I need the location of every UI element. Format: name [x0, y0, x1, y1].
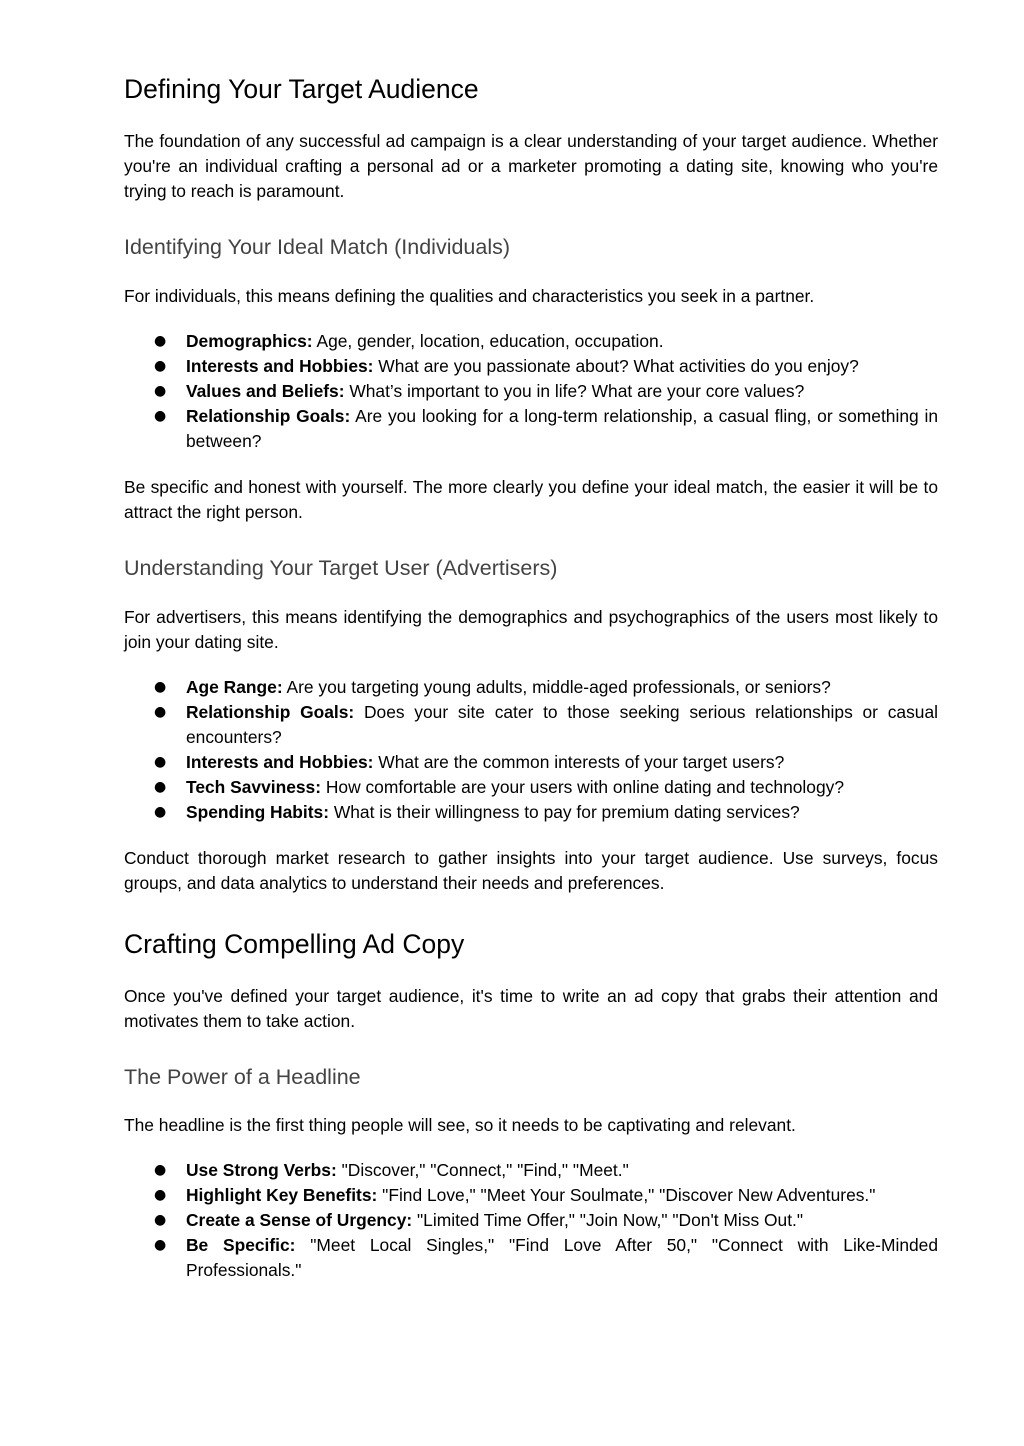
list-item-text: What is their willingness to pay for premium dating services?: [329, 802, 800, 822]
paragraph-advertisers: For advertisers, this means identifying the demographics and psychographics of the users most likely to join your dating site.: [124, 607, 938, 652]
heading-defining-target-audience: Defining Your Target Audience: [124, 74, 479, 104]
subheading-power-of-headline: The Power of a Headline: [124, 1065, 361, 1089]
list-item-text: Age, gender, location, education, occupation.: [312, 331, 664, 351]
list-item-text: What are the common interests of your target users?: [373, 752, 785, 772]
list-item-text: What’s important to you in life? What are your core values?: [344, 381, 805, 401]
list-item-text: "Discover," "Connect," "Find," "Meet.": [336, 1160, 629, 1180]
paragraph-be-specific: Be specific and honest with yourself. The more clearly you define your ideal match, the easier it will be to attract the right person.: [124, 477, 938, 522]
list-item-term: Spending Habits:: [186, 802, 329, 822]
list-item: [124, 1158, 938, 1183]
list-advertiser-criteria: [124, 675, 938, 825]
list-item-term: Values and Beliefs:: [186, 381, 345, 401]
subheading-ideal-match: Identifying Your Ideal Match (Individuals): [124, 235, 511, 259]
list-item: [124, 800, 938, 825]
list-item: [124, 1183, 938, 1208]
list-item-term: Relationship Goals:: [186, 406, 351, 426]
list-item-term: Create a Sense of Urgency:: [186, 1210, 413, 1230]
list-individual-qualities: [124, 329, 938, 454]
list-item-text: What are you passionate about? What activities do you enjoy?: [373, 356, 859, 376]
list-headline-tips: [124, 1158, 938, 1283]
list-item: [124, 329, 938, 354]
list-item: [124, 700, 938, 750]
list-item: [124, 1208, 938, 1233]
list-item: [124, 675, 938, 700]
subheading-target-user: Understanding Your Target User (Advertisers): [124, 556, 558, 580]
list-item-term: Highlight Key Benefits:: [186, 1185, 378, 1205]
paragraph-headline-intro: The headline is the first thing people will see, so it needs to be captivating and relevant.: [124, 1115, 796, 1135]
list-item: [124, 775, 938, 800]
list-item-term: Use Strong Verbs:: [186, 1160, 337, 1180]
paragraph-market-research: Conduct thorough market research to gather insights into your target audience. Use surveys, focus groups, and data analytics to understand their needs and preferences.: [124, 848, 938, 893]
list-item-term: Demographics:: [186, 331, 313, 351]
paragraph-ad-copy-intro: Once you've defined your target audience, it's time to write an ad copy that grabs their attention and motivates them to take action.: [124, 986, 938, 1031]
list-item: [124, 1233, 938, 1283]
list-item-text: How comfortable are your users with online dating and technology?: [321, 777, 844, 797]
list-item-term: Interests and Hobbies:: [186, 356, 374, 376]
list-item-text: "Meet Local Singles," "Find Love After 50," "Connect with Like-Minded Professionals.": [186, 1235, 939, 1280]
paragraph-foundation: The foundation of any successful ad campaign is a clear understanding of your target audience. Whether you're an individual crafting a personal ad or a marketer promoting a dating site, knowing who you're trying to reach is paramount.: [124, 131, 938, 201]
list-item-term: Be Specific:: [186, 1235, 296, 1255]
list-item-term: Age Range:: [186, 677, 283, 697]
list-item: [124, 354, 938, 379]
list-item: [124, 750, 938, 775]
list-item-text: Does your site cater to those seeking serious relationships or casual encounters?: [186, 702, 938, 747]
list-item: [124, 379, 938, 404]
list-item-text: Are you targeting young adults, middle-aged professionals, or seniors?: [282, 677, 831, 697]
list-item-term: Relationship Goals:: [186, 702, 355, 722]
list-item-term: Interests and Hobbies:: [186, 752, 374, 772]
list-item: [124, 404, 938, 454]
list-item-term: Tech Savviness:: [186, 777, 322, 797]
list-item-text: Are you looking for a long-term relationship, a casual fling, or something in between?: [186, 406, 938, 451]
paragraph-individuals: For individuals, this means defining the qualities and characteristics you seek in a partner.: [124, 286, 815, 306]
list-item-text: "Find Love," "Meet Your Soulmate," "Discover New Adventures.": [377, 1185, 876, 1205]
heading-crafting-ad-copy: Crafting Compelling Ad Copy: [124, 929, 465, 959]
list-item-text: "Limited Time Offer," "Join Now," "Don't Miss Out.": [412, 1210, 804, 1230]
